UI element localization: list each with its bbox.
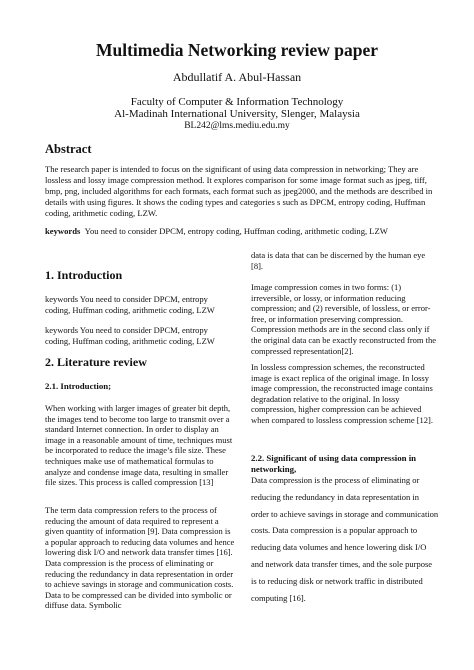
paper-title: Multimedia Networking review paper [95,40,379,60]
abstract-text: The research paper is intended to focus on the significant of using data compression in networking; They are lossless and lossy image compression method. It explores comparison for some image format such as jpeg, tiff, bmp, png, included algorithms for each formats, each format such as jpeg2000, and the methods are described in details with using figures. It shows the coding types and categories s such as DPCM, entropy coding, Huffman coding, arithmetic coding, LZW. [45,164,433,218]
intro-paragraph-1: keywords You need to consider DPCM, entropy coding, Huffman coding, arithmetic coding, LZW [45,294,215,315]
section-literature-heading: 2. Literature review [45,355,147,369]
right-paragraph-3: In lossless compression schemes, the reconstructed image is exact replica of the original image. In lossy image compression, the reconstructed image contains degradation relative to the original. In lossy compression, higher compression can be achieved when compared to lossless compression scheme [12]. [251,362,433,425]
author-name: Abdullatif A. Abul-Hassan [172,70,302,84]
literature-paragraph-2: The term data compression refers to the process of reducing the amount of data required to represent a given quantity of information [9]. Data compression is a popular approach to reducing data volumes and hence lowering disk I/O and network data transfer times [16]. Data compression is the process of eliminating or reducing the redundancy in data representation in order to achieve savings in storage and communication costs. Data to be compressed can be divided into symbolic or diffuse data. Symbolic [45,505,235,611]
abstract-keywords [45,226,433,237]
keywords-text: You need to consider DPCM, entropy coding, Huffman coding, arithmetic coding, LZW [84,226,388,236]
intro-paragraph-2: keywords You need to consider DPCM, entropy coding, Huffman coding, arithmetic coding, LZW [45,325,215,346]
keywords-label: keywords [45,226,81,236]
right-paragraph-2: Image compression comes in two forms: (1) irreversible, or lossy, or information reducing compression; and (2) reversible, of lossless, or error-free, or information preserving compression. Compression methods are in the second class only if the original data can be exactly reconstructed from the compressed representation[2]. [251,282,437,356]
section-introduction-heading: 1. Introduction [45,268,123,282]
subsection-2-1-heading: 2.1. Introduction; [45,381,112,391]
right-paragraph-4: Data compression is the process of eliminating or reducing the redundancy in data representation in order to achieve savings in storage and communication costs. Data compression is a popular approach to reducing data volumes and hence lowering disk I/O and network data transfer times, and the sole purpose is to reducing disk or network traffic in distributed computing [16]. [251,475,439,603]
author-email: BL242@lms.mediu.edu.my [184,121,290,131]
affiliation-line-2: Al-Madinah International University, Slenger, Malaysia [114,108,360,120]
literature-paragraph-1: When working with larger images of greater bit depth, the images tend to become too large to transmit over a standard Internet connection. In order to display an image in a reasonable amount of time, techniques must be incorporated to reduce the image’s file size. These techniques make use of mathematical formulas to analyze and condense image data, resulting in smaller file sizes. This process is called compression [13] [45,403,233,488]
affiliation [0,96,474,120]
subsection-2-2-heading: 2.2. Significant of using data compression in networking, [251,453,417,474]
right-paragraph-1: data is data that can be discerned by the human eye [8]. [251,250,426,271]
affiliation-line-1: Faculty of Computer & Information Technology [130,96,344,108]
abstract-heading: Abstract [45,142,92,156]
